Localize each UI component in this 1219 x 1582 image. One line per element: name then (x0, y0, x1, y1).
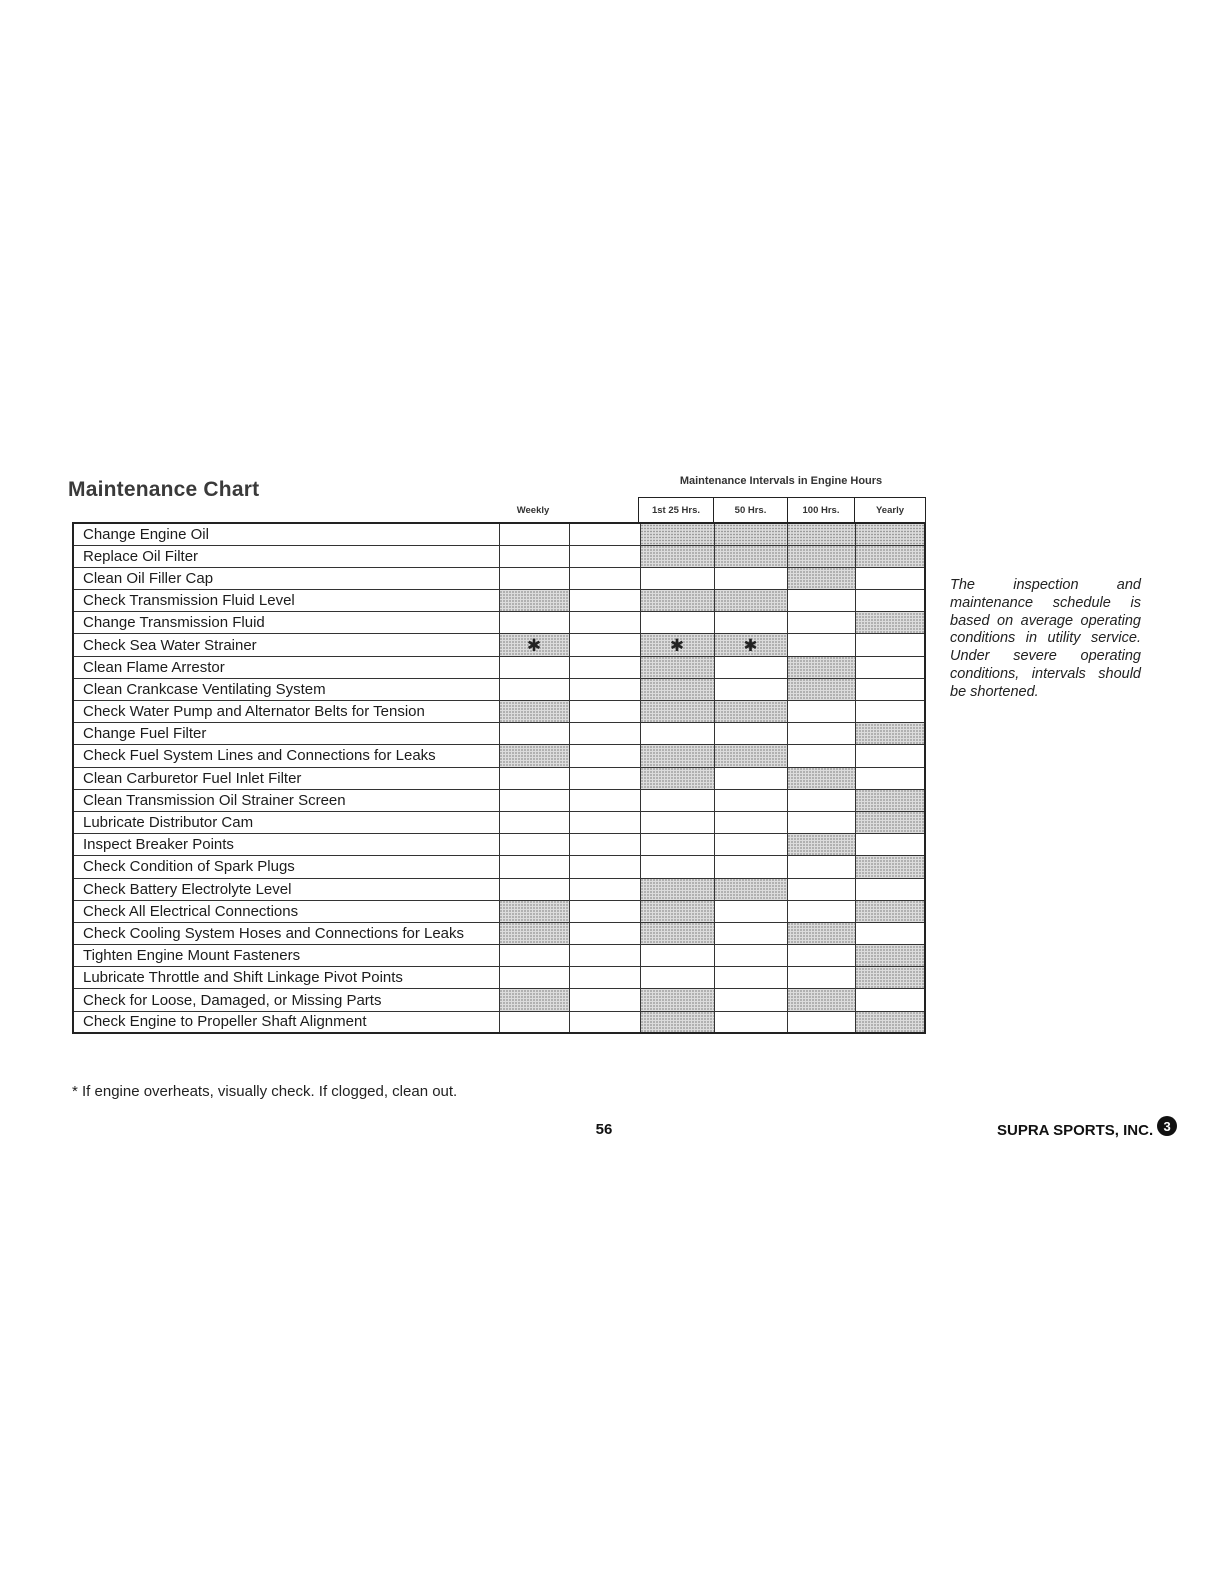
interval-cell (569, 989, 640, 1011)
interval-cell (640, 811, 714, 833)
interval-cell (855, 878, 925, 900)
interval-cell (499, 922, 569, 944)
interval-cell (569, 967, 640, 989)
table-row (73, 767, 925, 789)
interval-cell (640, 590, 714, 612)
interval-cell (569, 590, 640, 612)
task-label: Clean Crankcase Ventilating System (73, 678, 499, 700)
interval-cell (569, 878, 640, 900)
interval-cell (787, 567, 855, 589)
interval-cell (640, 723, 714, 745)
interval-cell (787, 878, 855, 900)
task-label: Change Engine Oil (73, 523, 499, 545)
interval-cell (499, 612, 569, 634)
interval-cell (714, 678, 787, 700)
task-label: Inspect Breaker Points (73, 834, 499, 856)
interval-cell (640, 789, 714, 811)
task-label: Lubricate Distributor Cam (73, 811, 499, 833)
interval-cell (499, 967, 569, 989)
interval-cell (714, 767, 787, 789)
table-row (73, 634, 925, 656)
interval-cell (714, 900, 787, 922)
table-row (73, 834, 925, 856)
table-row (73, 701, 925, 723)
interval-cell (569, 789, 640, 811)
task-label: Change Fuel Filter (73, 723, 499, 745)
task-label: Check Sea Water Strainer (73, 634, 499, 656)
table-row (73, 567, 925, 589)
interval-cell (569, 723, 640, 745)
interval-cell (714, 523, 787, 545)
interval-cell (787, 811, 855, 833)
interval-cell (787, 701, 855, 723)
interval-cell (714, 945, 787, 967)
column-header-50-hrs: 50 Hrs. (714, 497, 788, 523)
interval-cell (640, 701, 714, 723)
task-label: Lubricate Throttle and Shift Linkage Pivot Points (73, 967, 499, 989)
interval-cell (640, 612, 714, 634)
interval-cell (499, 701, 569, 723)
interval-group-header: Maintenance Intervals in Engine Hours (679, 475, 883, 487)
interval-cell (499, 590, 569, 612)
table-row (73, 523, 925, 545)
task-label: Check All Electrical Connections (73, 900, 499, 922)
interval-cell (714, 1011, 787, 1033)
interval-cell (787, 967, 855, 989)
table-row (73, 789, 925, 811)
table-row (73, 878, 925, 900)
interval-cell (714, 701, 787, 723)
interval-cell (714, 811, 787, 833)
interval-cell (569, 811, 640, 833)
page-number: 56 (595, 1121, 613, 1138)
table-row (73, 967, 925, 989)
interval-cell (855, 590, 925, 612)
interval-cell (855, 1011, 925, 1033)
task-label: Clean Oil Filler Cap (73, 567, 499, 589)
table-row (73, 989, 925, 1011)
table-row (73, 612, 925, 634)
task-label: Check for Loose, Damaged, or Missing Parts (73, 989, 499, 1011)
interval-cell (640, 922, 714, 944)
interval-cell: ✱ (499, 634, 569, 656)
interval-cell (569, 634, 640, 656)
interval-cell (640, 967, 714, 989)
interval-cell (855, 967, 925, 989)
interval-cell (714, 922, 787, 944)
interval-cell (855, 701, 925, 723)
interval-cell (640, 678, 714, 700)
interval-cell (855, 523, 925, 545)
interval-cell (855, 678, 925, 700)
interval-cell (787, 523, 855, 545)
company-footer (997, 1120, 1177, 1140)
interval-cell (640, 856, 714, 878)
interval-cell (499, 834, 569, 856)
column-header-yearly: Yearly (855, 497, 926, 523)
interval-cell (569, 701, 640, 723)
table-row (73, 745, 925, 767)
interval-cell (787, 922, 855, 944)
interval-cell (855, 767, 925, 789)
interval-cell (714, 989, 787, 1011)
page-title: Maintenance Chart (68, 478, 260, 501)
task-label: Clean Transmission Oil Strainer Screen (73, 789, 499, 811)
interval-cell (787, 590, 855, 612)
table-row (73, 545, 925, 567)
interval-cell (569, 900, 640, 922)
interval-cell (855, 945, 925, 967)
interval-cell (855, 856, 925, 878)
task-label: Clean Carburetor Fuel Inlet Filter (73, 767, 499, 789)
interval-cell (640, 1011, 714, 1033)
interval-cell (855, 922, 925, 944)
interval-cell (787, 1011, 855, 1033)
interval-cell (640, 567, 714, 589)
task-label: Change Transmission Fluid (73, 612, 499, 634)
table-row (73, 723, 925, 745)
interval-cell (787, 834, 855, 856)
task-label: Check Water Pump and Alternator Belts for Tension (73, 701, 499, 723)
interval-cell (714, 590, 787, 612)
interval-cell (499, 656, 569, 678)
interval-cell (499, 1011, 569, 1033)
interval-cell (499, 523, 569, 545)
task-label: Check Battery Electrolyte Level (73, 878, 499, 900)
interval-cell (855, 745, 925, 767)
interval-cell (855, 989, 925, 1011)
interval-cell (855, 634, 925, 656)
company-name: SUPRA SPORTS, INC. (997, 1121, 1154, 1139)
interval-cell (569, 856, 640, 878)
table-row (73, 900, 925, 922)
task-label: Check Transmission Fluid Level (73, 590, 499, 612)
table-row (73, 811, 925, 833)
interval-cell (499, 678, 569, 700)
interval-cell (499, 811, 569, 833)
task-label: Check Cooling System Hoses and Connections for Leaks (73, 922, 499, 944)
interval-cell (787, 612, 855, 634)
interval-cell: ✱ (714, 634, 787, 656)
interval-cell (569, 922, 640, 944)
task-label: Replace Oil Filter (73, 545, 499, 567)
interval-cell (569, 612, 640, 634)
interval-cell (499, 545, 569, 567)
table-row (73, 922, 925, 944)
task-label: Check Fuel System Lines and Connections for Leaks (73, 745, 499, 767)
interval-cell (499, 745, 569, 767)
interval-cell (714, 878, 787, 900)
interval-cell (714, 723, 787, 745)
interval-cell (787, 656, 855, 678)
table-row (73, 945, 925, 967)
task-label: Check Condition of Spark Plugs (73, 856, 499, 878)
interval-cell (569, 745, 640, 767)
interval-cell (640, 745, 714, 767)
interval-cell (787, 945, 855, 967)
interval-cell (640, 834, 714, 856)
section-badge: 3 (1157, 1116, 1177, 1136)
interval-cell (640, 545, 714, 567)
interval-cell (499, 878, 569, 900)
interval-cell (855, 723, 925, 745)
interval-cell (787, 789, 855, 811)
table-row (73, 678, 925, 700)
interval-cell (855, 545, 925, 567)
interval-cell (569, 567, 640, 589)
interval-cell (640, 878, 714, 900)
interval-cell (640, 523, 714, 545)
interval-cell (499, 945, 569, 967)
interval-cell (787, 634, 855, 656)
interval-cell (714, 612, 787, 634)
table-row (73, 656, 925, 678)
interval-cell (714, 745, 787, 767)
footnote: * If engine overheats, visually check. If clogged, clean out. (72, 1083, 458, 1100)
interval-cell (787, 745, 855, 767)
interval-cell (499, 900, 569, 922)
interval-cell (569, 945, 640, 967)
interval-cell (499, 789, 569, 811)
interval-cell (787, 856, 855, 878)
interval-cell (569, 656, 640, 678)
interval-cell (855, 789, 925, 811)
interval-cell (787, 900, 855, 922)
interval-cell (569, 767, 640, 789)
interval-cell (569, 1011, 640, 1033)
interval-cell (787, 989, 855, 1011)
interval-cell (714, 967, 787, 989)
interval-cell (640, 945, 714, 967)
interval-cell (787, 723, 855, 745)
interval-cell (714, 656, 787, 678)
column-header-100-hrs: 100 Hrs. (788, 497, 855, 523)
task-label: Clean Flame Arrestor (73, 656, 499, 678)
interval-cell (714, 789, 787, 811)
column-header-weekly: Weekly (516, 504, 550, 516)
interval-cell (855, 567, 925, 589)
table-row (73, 1011, 925, 1033)
interval-cell (640, 989, 714, 1011)
interval-cell (499, 567, 569, 589)
interval-cell: ✱ (640, 634, 714, 656)
interval-cell (569, 834, 640, 856)
interval-cell (714, 545, 787, 567)
interval-cell (855, 834, 925, 856)
interval-cell (855, 811, 925, 833)
interval-cell (714, 856, 787, 878)
interval-cell (855, 900, 925, 922)
interval-cell (714, 567, 787, 589)
interval-cell (855, 656, 925, 678)
column-header-1st-25-hrs: 1st 25 Hrs. (638, 497, 714, 523)
interval-cell (714, 834, 787, 856)
table-row (73, 856, 925, 878)
interval-cell (855, 612, 925, 634)
interval-cell (787, 678, 855, 700)
interval-cell (499, 723, 569, 745)
task-label: Tighten Engine Mount Fasteners (73, 945, 499, 967)
maintenance-table (72, 522, 926, 1034)
interval-cell (569, 523, 640, 545)
interval-cell (569, 545, 640, 567)
side-note: The inspection and maintenance schedule is based on average operating conditions in utility service. Under severe operating conditions, intervals should be shortened. (950, 577, 1141, 700)
interval-cell (499, 767, 569, 789)
interval-cell (640, 656, 714, 678)
interval-cell (787, 545, 855, 567)
interval-cell (640, 900, 714, 922)
task-label: Check Engine to Propeller Shaft Alignment (73, 1011, 499, 1033)
interval-cell (499, 856, 569, 878)
interval-cell (499, 989, 569, 1011)
interval-cell (569, 678, 640, 700)
interval-cell (640, 767, 714, 789)
table-row (73, 590, 925, 612)
interval-cell (787, 767, 855, 789)
